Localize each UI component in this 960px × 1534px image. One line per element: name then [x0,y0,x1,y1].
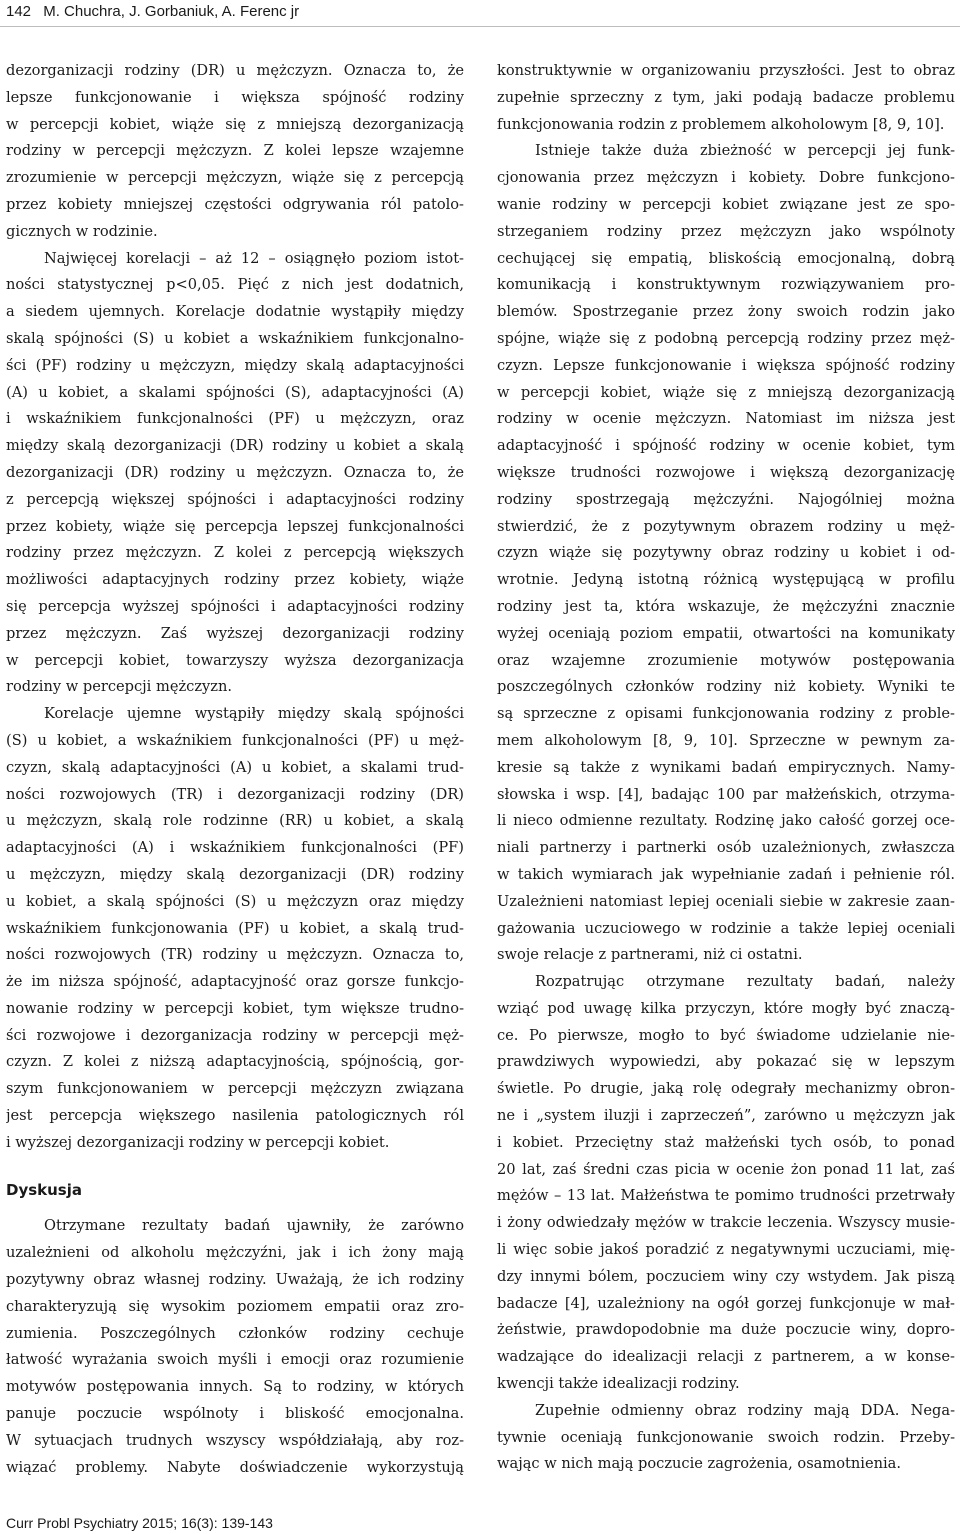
text-line: konstruktywnie w organizowaniu przyszłości. Jest to obraz [497,62,955,79]
text-line: z percepcją większej spójności i adaptacyjności rodziny [6,490,464,508]
text-line: wanie rodziny w percepcji kobiet związane jest ze spo- [497,195,955,213]
text-line: W sytuacjach trudnych wszyscy współdziałają, aby roz- [6,1431,464,1449]
text-line: i wyższej dezorganizacji rodziny w percepcji kobiet. [6,1133,390,1151]
text-line: kwencji także idealizacji rodziny. [497,1375,740,1393]
text-line: kresie są także z wynikami badań empirycznych. Namy- [497,758,955,776]
text-line: czyzn wiąże się pozytywny obraz rodziny u kobiet i od- [497,544,955,562]
text-line: w takich wymiarach jak wypełnianie zadań i pełnienie ról. [497,865,955,883]
text-line: gicznych w rodzinie. [6,222,158,240]
text-line: lepsze funkcjonowanie i większa spójność rodziny [6,88,464,106]
text-line: ce. Po pierwsze, mogło to być świadome udzielanie nie- [497,1026,955,1044]
left-column [6,58,464,1481]
text-line: i żony odwiedzały mężów w trakcie leczenia. Wszyscy musie- [497,1214,955,1232]
header-divider [0,26,960,27]
text-line: jest percepcja większego nasilenia patologicznych ról [6,1107,464,1125]
text-line: li więc sobie jakoś poradzić z negatywnymi uczuciami, mię- [497,1241,955,1259]
text-line: ne i „system iluzji i zaprzeczeń”, zarówno u mężczyzn jak [497,1107,955,1125]
text-line: wskaźnikiem funkcjonowania (PF) u kobiet, a skalą trud- [6,919,464,937]
text-line: gażowania uczuciowego w rodzinie a także lepiej oceniali [497,919,955,937]
text-line: i wskaźnikiem funkcjonalności (PF) u mężczyzn, oraz [6,410,464,428]
text-line: u mężczyzn, skalą role rodzinne (RR) u kobiet, a skalą [6,812,464,830]
text-line: w percepcji kobiet, wiąże się z mniejszą dezorganizacją [497,383,955,401]
paragraph [497,969,955,1398]
text-line: Korelacje ujemne wystąpiły między skalą spójności [44,705,464,723]
text-line: przez mężczyzn. Zaś wyższej dezorganizacji rodziny [6,624,464,642]
text-line: charakteryzują się wysokim poziomem empatii oraz zro- [6,1297,464,1315]
running-header [6,0,299,24]
text-line: większe trudności rozwojowe i większą dezorganizację [497,463,955,481]
text-line: Najwięcej korelacji – aż 12 – osiągnęło poziom istot- [44,249,464,267]
text-line: cjonowania przez mężczyzn i kobiety. Dobre funkcjono- [497,169,955,187]
text-line: u kobiet, a skalą spójności (S) u mężczyzn oraz między [6,892,464,910]
text-line: motywów postępowania innych. Są to rodziny, w których [6,1378,464,1396]
paragraph [6,701,464,1157]
text-line: ności rozwojowych (TR) rodziny u mężczyzn. Oznacza to, [6,946,464,964]
text-line: rodziny w ocenie mężczyzn. Natomiast im niższa jest [497,410,955,428]
paragraph [497,138,955,969]
text-line: przez kobiety mniejszej częstości odgrywania ról patolo- [6,195,464,213]
page-number: 142 [6,3,32,20]
text-line: mem alkoholowym [8, 9, 10]. Sprzeczne w pewnym za- [497,731,955,749]
paragraph [6,58,464,246]
text-line: czyzn. Lepsze funkcjonowanie i większa spójność rodziny [497,356,955,374]
text-line: swoje relacje z partnerami, niż ci ostatni. [497,946,803,964]
text-line: Uzależnieni natomiast lepiej oceniali siebie w zakresie zaan- [497,892,955,910]
text-line: (S) u kobiet, a wskaźnikiem funkcjonalności (PF) u męż- [6,731,464,749]
text-line: wając w nich mają poczucie zagrożenia, osamotnienia. [497,1455,901,1473]
text-line: zupełnie sprzeczny z tym, jaki podają badacze problemu [497,88,955,106]
text-line: czyzn. Z kolei z niższą adaptacyjnością, spójnością, gor- [6,1053,464,1071]
text-line: żeństwie, prawdopodobnie ma duże poczucie winy, dopro- [497,1321,955,1339]
text-line: funkcjonowania rodzin z problemem alkoholowym [8, 9, 10]. [497,115,945,133]
text-line: wiązać problemy. Nabyte doświadczenie wykorzystują [6,1458,464,1476]
text-line: że im niższa spójność, adaptacyjność oraz gorsze funkcjo- [6,973,464,991]
text-line: czyzn, skalą adaptacyjności (A) u kobiet, a skalami trud- [6,758,464,776]
text-line: tywnie oceniają funkcjonowanie swoich rodzin. Przeby- [497,1428,955,1446]
text-line: stwierdzić, że z pozytywnym obrazem rodziny u męż- [497,517,955,535]
paragraph [497,1398,955,1478]
text-line: i kobiet. Przeciętny staż małżeński tych osób, to ponad [497,1133,955,1151]
text-line: cechującej się empatią, bliskością emocjonalną, dobrą [497,249,955,267]
text-line: szym funkcjonowaniem w percepcji mężczyzn związana [6,1080,464,1098]
text-line: u mężczyzn, między skalą dezorganizacji (DR) rodziny [6,865,464,883]
text-line: prawdziwych wypowiedzi, aby pokazać się w lepszym [497,1053,955,1071]
text-line: komunikacją i konstruktywnym rozwiązywaniem pro- [497,276,955,294]
paragraph [6,246,464,702]
text-line: między skalą dezorganizacji (DR) rodziny u kobiet a skalą [6,437,464,455]
text-line: dzy innymi bólem, poczuciem winy czy wstydem. Jak piszą [497,1267,955,1285]
text-line: oraz wzajemne zrozumienie motywów postępowania [497,651,955,669]
text-line: ności statystycznej p<0,05. Pięć z nich jest dodatnich, [6,276,464,294]
footer-citation: Curr Probl Psychiatry 2015; 16(3): 139-143 [6,1515,273,1531]
text-line: uzależnieni od alkoholu mężczyźni, jak i ich żony mają [6,1244,464,1262]
text-line: rodziny w percepcji mężczyzn. [6,678,232,696]
text-line: Zupełnie odmienny obraz rodziny mają DDA. Nega- [535,1401,955,1419]
text-line: w percepcji kobiet, wiąże się z mniejszą dezorganizacją [6,115,464,133]
text-line: dezorganizacji rodziny (DR) u mężczyzn. Oznacza to, że [6,62,464,79]
text-line: badacze [4], uzależniony na ogół gorzej funkcjonuje w mał- [497,1294,955,1312]
text-line: zumienia. Poszczególnych członków rodziny cechuje [6,1324,464,1342]
text-line: dezorganizacji (DR) rodziny u mężczyzn. Oznacza to, że [6,463,464,481]
text-line: spójne, wiąże się z podobną percepcją rodziny przez męż- [497,329,955,347]
text-line: świetle. Po drugie, jaką rolę odegrały mechanizmy obron- [497,1080,955,1098]
text-line: ności rozwojowych (TR) i dezorganizacji rodziny (DR) [6,785,464,803]
text-line: zrozumienie w percepcji mężczyzn, wiąże się z percepcją [6,169,464,187]
section-heading: Dyskusja [6,1180,83,1199]
text-line: się percepcja wyższej spójności i adaptacyjności rodziny [6,597,464,615]
text-line: wziąć pod uwagę kilka przyczyn, które mogły być znaczą- [497,999,955,1017]
text-line: skalą spójności (S) u kobiet a wskaźnikiem funkcjonalno- [6,329,464,347]
text-line: adaptacyjności (A) i wskaźnikiem funkcjonalności (PF) [6,839,464,857]
text-line: są sprzeczne z opisami funkcjonowania rodziny z proble- [497,705,955,723]
text-line: a siedem ujemnych. Korelacje dodatnie wystąpiły między [6,303,464,321]
text-line: blemów. Spostrzeganie przez żony swoich rodzin jako [497,303,955,321]
text-line: możliwości adaptacyjnych rodziny przez kobiety, wiąże [6,571,464,589]
text-line: pozytywny obraz własnej rodziny. Uważają, że ich rodziny [6,1271,464,1289]
text-line: Otrzymane rezultaty badań ujawniły, że zarówno [44,1217,464,1235]
paragraph [6,1213,464,1481]
text-line: wadzające do idealizacji relacji z partnerem, a w konse- [497,1348,955,1366]
text-line: li nieco odmienne rezultaty. Rodzinę jako całość gorzej oce- [497,812,955,830]
text-line: w percepcji kobiet, towarzyszy wyższa dezorganizacja [6,651,464,669]
paragraph [497,58,955,138]
text-line: (A) u kobiet, a skalami spójności (S), adaptacyjności (A) [6,383,464,401]
text-line: łatwość wyrażania swoich myśli i emocji oraz rozumienie [6,1351,464,1369]
text-line: mężów – 13 lat. Małżeństwa te pomimo trudności przetrwały [497,1187,955,1205]
right-column [497,58,955,1478]
text-line: poszczególnych członków rodziny niż kobiety. Wyniki te [497,678,955,696]
text-line: ści rozwojowe i dezorganizacja rodziny w percepcji męż- [6,1026,464,1044]
text-line: panuje poczucie wspólnoty i bliskość emocjonalna. [6,1405,464,1423]
text-line: Istnieje także duża zbieżność w percepcji jej funk- [535,142,955,160]
text-line: nowanie rodziny w percepcji kobiet, tym większe trudno- [6,999,464,1017]
text-line: adaptacyjność i spójność rodziny w ocenie kobiet, tym [497,437,955,455]
text-line: wyżej oceniają poziom empatii, otwartości na komunikaty [497,624,955,642]
text-line: niali partnerzy i partnerki osób uzależnionych, zwłaszcza [497,839,955,857]
header-authors: M. Chuchra, J. Gorbaniuk, A. Ferenc jr [43,3,300,20]
text-line: wrotnie. Jedyną istotną różnicą występującą w profilu [497,571,955,589]
text-line: rodziny w percepcji mężczyzn. Z kolei lepsze wzajemne [6,142,464,160]
text-line: słowska i wsp. [4], badając 100 par małżeńskich, otrzyma- [497,785,955,803]
text-line: 20 lat, zaś średni czas picia w ocenie żon ponad 11 lat, zaś [497,1160,955,1178]
text-line: rodziny przez mężczyzn. Z kolei z percepcją większych [6,544,464,562]
text-line: rodziny spostrzegają mężczyźni. Najogólniej można [497,490,955,508]
text-line: ści (PF) rodziny u mężczyzn, między skalą adaptacyjności [6,356,464,374]
text-line: Rozpatrując otrzymane rezultaty badań, należy [535,973,955,991]
text-line: strzeganiem rodziny przez mężczyzn jako wspólnoty [497,222,955,240]
text-line: rodziny jest ta, która wskazuje, że mężczyźni znacznie [497,597,955,615]
text-line: przez kobiety, wiąże się percepcja lepszej funkcjonalności [6,517,464,535]
